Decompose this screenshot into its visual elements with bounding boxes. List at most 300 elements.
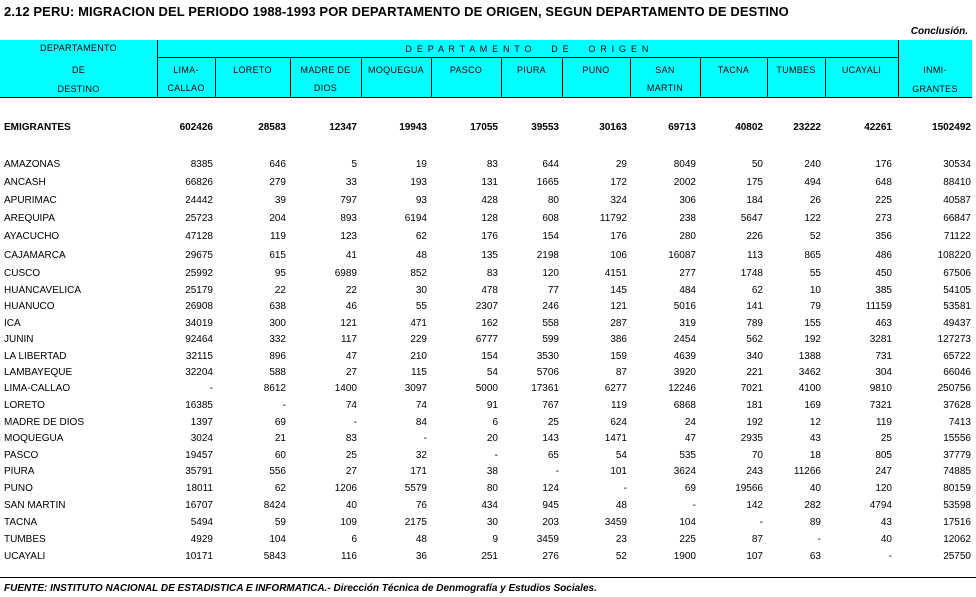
row-value-cell: 11159 <box>865 301 892 312</box>
row-value-cell: 624 <box>610 417 627 428</box>
row-value-cell: - <box>888 551 892 562</box>
row-department-name: ICA <box>4 318 21 329</box>
row-value-cell: 106 <box>610 250 627 261</box>
row-value-cell: 41 <box>345 250 357 261</box>
row-value-cell: 181 <box>746 400 763 411</box>
row-value-cell: 11792 <box>599 213 627 224</box>
table-row <box>0 417 976 432</box>
row-value-cell: 494 <box>804 177 821 188</box>
row-value-cell: 340 <box>746 351 763 362</box>
emigrantes-value: 23222 <box>793 122 821 133</box>
row-value-cell: 32115 <box>185 351 213 362</box>
row-value-cell: 319 <box>679 318 696 329</box>
row-value-cell: 193 <box>410 177 427 188</box>
header-grid-line <box>562 57 563 98</box>
row-value-cell: 43 <box>809 433 821 444</box>
row-value-cell: 221 <box>746 367 763 378</box>
row-department-name: LORETO <box>4 400 45 411</box>
row-value-cell: 128 <box>481 213 498 224</box>
header-origen-column <box>825 57 898 98</box>
row-value-cell: 71122 <box>943 231 971 242</box>
row-value-cell: 562 <box>746 334 763 345</box>
table-row <box>0 433 976 448</box>
row-value-cell: 77 <box>547 285 559 296</box>
row-value-cell: 74 <box>345 400 357 411</box>
row-value-cell: 3097 <box>404 383 427 394</box>
table-header <box>0 40 976 98</box>
row-value-cell: 1900 <box>673 551 696 562</box>
conclusion-note: Conclusión. <box>910 26 968 37</box>
row-value-cell: 12246 <box>668 383 696 394</box>
row-value-cell: 324 <box>610 195 627 206</box>
row-value-cell: 65 <box>547 450 559 461</box>
header-destino-line: DESTINO <box>57 84 100 94</box>
row-value-cell: 116 <box>341 551 357 562</box>
row-value-cell: 69 <box>274 417 286 428</box>
row-value-cell: 79 <box>809 301 821 312</box>
header-grid-line <box>215 57 216 98</box>
row-value-cell: 608 <box>542 213 559 224</box>
row-value-cell: 25 <box>345 450 357 461</box>
row-value-cell: 36 <box>415 551 427 562</box>
row-department-name: AREQUIPA <box>4 213 55 224</box>
header-grid-line <box>501 57 502 98</box>
row-value-cell: 17516 <box>943 517 971 528</box>
row-value-cell: - <box>623 483 627 494</box>
row-value-cell: 731 <box>875 351 892 362</box>
row-value-cell: 60 <box>274 450 286 461</box>
row-value-cell: 204 <box>269 213 286 224</box>
row-value-cell: 11266 <box>793 466 821 477</box>
row-value-cell: 16707 <box>185 500 213 511</box>
row-value-cell: 385 <box>875 285 892 296</box>
row-value-cell: 1397 <box>190 417 213 428</box>
row-value-cell: 117 <box>341 334 357 345</box>
row-value-cell: 27 <box>345 367 357 378</box>
row-value-cell: 646 <box>269 159 286 170</box>
row-value-cell: 2307 <box>475 301 498 312</box>
row-value-cell: 3624 <box>673 466 696 477</box>
row-value-cell: 80 <box>486 483 498 494</box>
table-row <box>0 250 976 265</box>
table-row <box>0 400 976 415</box>
row-value-cell: 5016 <box>673 301 696 312</box>
row-department-name: PASCO <box>4 450 39 461</box>
row-value-cell: 40 <box>809 483 821 494</box>
emigrantes-value: 69713 <box>668 122 696 133</box>
header-column-label: LORETO <box>233 65 272 75</box>
row-value-cell: 30 <box>486 517 498 528</box>
row-department-name: CAJAMARCA <box>4 250 66 261</box>
row-value-cell: 247 <box>875 466 892 477</box>
header-column-label: DIOS <box>313 83 338 93</box>
row-value-cell: 6989 <box>334 268 357 279</box>
row-value-cell: 33 <box>345 177 357 188</box>
emigrantes-value: 19943 <box>399 122 427 133</box>
row-value-cell: - <box>817 534 821 545</box>
row-value-cell: 5 <box>351 159 357 170</box>
row-value-cell: 16087 <box>668 250 696 261</box>
row-value-cell: 83 <box>345 433 357 444</box>
row-value-cell: 48 <box>415 250 427 261</box>
row-department-name: PIURA <box>4 466 35 477</box>
row-value-cell: 27 <box>345 466 357 477</box>
header-origen-banner <box>157 40 898 57</box>
row-value-cell: 47 <box>684 433 696 444</box>
row-value-cell: 25 <box>547 417 559 428</box>
row-value-cell: 238 <box>679 213 696 224</box>
row-value-cell: 1400 <box>334 383 357 394</box>
row-value-cell: 1665 <box>536 177 559 188</box>
row-value-cell: 38 <box>486 466 498 477</box>
row-value-cell: 478 <box>481 285 498 296</box>
row-value-cell: 37779 <box>943 450 971 461</box>
header-origen-column <box>431 57 501 98</box>
row-value-cell: 32204 <box>185 367 213 378</box>
row-value-cell: 21 <box>274 433 286 444</box>
row-value-cell: 1388 <box>798 351 821 362</box>
row-department-name: LAMBAYEQUE <box>4 367 73 378</box>
row-value-cell: 122 <box>804 213 821 224</box>
header-grid-line <box>825 57 826 98</box>
row-value-cell: 32 <box>415 450 427 461</box>
table-row <box>0 318 976 333</box>
row-department-name: ANCASH <box>4 177 46 188</box>
row-value-cell: 104 <box>269 534 286 545</box>
row-value-cell: 52 <box>809 231 821 242</box>
table-row <box>0 383 976 398</box>
header-grid-line <box>431 57 432 98</box>
emigrantes-value: 42261 <box>864 122 892 133</box>
row-value-cell: 74 <box>415 400 427 411</box>
row-value-cell: 8612 <box>263 383 286 394</box>
row-value-cell: - <box>353 417 357 428</box>
row-value-cell: 162 <box>481 318 498 329</box>
emigrantes-label: EMIGRANTES <box>4 122 71 133</box>
row-value-cell: 175 <box>746 177 763 188</box>
row-value-cell: 5494 <box>190 517 213 528</box>
table-row <box>0 500 976 515</box>
row-value-cell: 8385 <box>190 159 213 170</box>
row-value-cell: 155 <box>804 318 821 329</box>
header-grid-line <box>767 57 768 98</box>
row-value-cell: 789 <box>746 318 763 329</box>
row-value-cell: 49437 <box>943 318 971 329</box>
row-value-cell: 332 <box>269 334 286 345</box>
row-value-cell: - <box>692 500 696 511</box>
row-value-cell: 24 <box>684 417 696 428</box>
row-value-cell: 243 <box>746 466 763 477</box>
header-grid-line <box>700 57 701 98</box>
row-value-cell: 66826 <box>185 177 213 188</box>
header-origen-column <box>767 57 825 98</box>
row-value-cell: 154 <box>481 351 498 362</box>
emigrantes-value: 39553 <box>531 122 559 133</box>
row-value-cell: 15556 <box>943 433 971 444</box>
row-department-name: SAN MARTIN <box>4 500 66 511</box>
emigrantes-value: 30163 <box>599 122 627 133</box>
row-value-cell: 142 <box>746 500 763 511</box>
row-department-name: TACNA <box>4 517 38 528</box>
row-value-cell: 19566 <box>735 483 763 494</box>
row-value-cell: 2454 <box>673 334 696 345</box>
row-value-cell: 120 <box>542 268 559 279</box>
row-value-cell: 76 <box>415 500 427 511</box>
row-value-cell: 70 <box>751 450 763 461</box>
row-value-cell: 638 <box>269 301 286 312</box>
table-row <box>0 450 976 465</box>
row-value-cell: - <box>555 466 559 477</box>
header-inmigrantes-line: GRANTES <box>912 84 958 94</box>
row-value-cell: 63 <box>809 551 821 562</box>
row-value-cell: 66046 <box>943 367 971 378</box>
header-column-label: LIMA- <box>173 65 199 75</box>
row-value-cell: 18 <box>809 450 821 461</box>
row-value-cell: 119 <box>876 417 892 428</box>
row-value-cell: 123 <box>340 231 357 242</box>
header-origen-column <box>630 57 700 98</box>
row-value-cell: 47128 <box>185 231 213 242</box>
header-column-label: PUNO <box>582 65 610 75</box>
header-origen-column <box>501 57 562 98</box>
table-row <box>0 301 976 316</box>
header-column-label: CALLAO <box>167 83 205 93</box>
emigrantes-value: 28583 <box>258 122 286 133</box>
row-value-cell: 306 <box>679 195 696 206</box>
row-value-cell: 428 <box>481 195 498 206</box>
row-value-cell: 53581 <box>943 301 971 312</box>
row-value-cell: 3530 <box>536 351 559 362</box>
row-value-cell: 67506 <box>943 268 971 279</box>
row-value-cell: 599 <box>542 334 559 345</box>
row-department-name: JUNIN <box>4 334 34 345</box>
row-value-cell: 240 <box>804 159 821 170</box>
row-value-cell: 25750 <box>943 551 971 562</box>
row-department-name: HUANUCO <box>4 301 55 312</box>
row-value-cell: 135 <box>481 250 498 261</box>
row-value-cell: 29675 <box>185 250 213 261</box>
row-value-cell: 89 <box>809 517 821 528</box>
row-value-cell: 2198 <box>536 250 559 261</box>
row-value-cell: 108220 <box>937 250 971 261</box>
emigrantes-value: 40802 <box>735 122 763 133</box>
emigrantes-value: 12347 <box>329 122 357 133</box>
row-value-cell: 1748 <box>740 268 763 279</box>
row-value-cell: 171 <box>410 466 427 477</box>
row-value-cell: 6 <box>492 417 498 428</box>
row-value-cell: 6277 <box>604 383 627 394</box>
row-value-cell: 43 <box>880 517 892 528</box>
row-value-cell: 797 <box>340 195 357 206</box>
row-value-cell: 250756 <box>937 383 971 394</box>
row-value-cell: 225 <box>875 195 892 206</box>
origen-banner-text: D E P A R T A M E N T O D E O R I G E N <box>405 44 650 54</box>
table-row <box>0 367 976 382</box>
row-value-cell: 30 <box>415 285 427 296</box>
row-value-cell: 304 <box>875 367 892 378</box>
row-value-cell: 4639 <box>673 351 696 362</box>
row-value-cell: 805 <box>875 450 892 461</box>
table-row <box>0 231 976 246</box>
row-value-cell: 12062 <box>943 534 971 545</box>
row-value-cell: 277 <box>679 268 696 279</box>
row-value-cell: 10171 <box>185 551 213 562</box>
row-value-cell: 107 <box>746 551 763 562</box>
header-inmigrantes <box>898 40 972 98</box>
row-value-cell: 463 <box>875 318 892 329</box>
row-value-cell: 5000 <box>475 383 498 394</box>
row-value-cell: 896 <box>269 351 286 362</box>
row-value-cell: 356 <box>875 231 892 242</box>
row-value-cell: 615 <box>269 250 286 261</box>
table-row <box>0 466 976 481</box>
row-value-cell: 386 <box>610 334 627 345</box>
row-value-cell: 25992 <box>185 268 213 279</box>
emigrantes-value: 17055 <box>470 122 498 133</box>
row-value-cell: 84 <box>415 417 427 428</box>
row-value-cell: 80159 <box>943 483 971 494</box>
header-column-label: UCAYALI <box>841 65 882 75</box>
row-value-cell: 40 <box>345 500 357 511</box>
row-department-name: APURIMAC <box>4 195 57 206</box>
row-value-cell: 143 <box>542 433 559 444</box>
row-value-cell: 2175 <box>404 517 427 528</box>
table-row <box>0 351 976 366</box>
row-value-cell: 10 <box>809 285 821 296</box>
row-value-cell: 893 <box>340 213 357 224</box>
row-value-cell: 3459 <box>604 517 627 528</box>
header-grid-line <box>361 57 362 98</box>
row-value-cell: 287 <box>610 318 627 329</box>
header-origen-column <box>157 57 215 98</box>
row-value-cell: 644 <box>542 159 559 170</box>
row-department-name: UCAYALI <box>4 551 46 562</box>
table-row <box>0 268 976 283</box>
row-value-cell: 87 <box>615 367 627 378</box>
row-value-cell: 54 <box>486 367 498 378</box>
row-value-cell: 46 <box>345 301 357 312</box>
row-value-cell: 852 <box>410 268 427 279</box>
row-value-cell: 7321 <box>869 400 892 411</box>
row-value-cell: 300 <box>269 318 286 329</box>
row-value-cell: 251 <box>481 551 498 562</box>
row-value-cell: 88410 <box>943 177 971 188</box>
row-department-name: TUMBES <box>4 534 46 545</box>
header-column-label: MADRE DE <box>300 65 351 75</box>
table-row <box>0 177 976 192</box>
row-value-cell: 535 <box>679 450 696 461</box>
row-value-cell: 273 <box>875 213 892 224</box>
row-value-cell: 50 <box>751 159 763 170</box>
row-value-cell: 22 <box>274 285 286 296</box>
row-value-cell: 62 <box>274 483 286 494</box>
row-value-cell: 4929 <box>190 534 213 545</box>
row-value-cell: 124 <box>542 483 559 494</box>
row-value-cell: 588 <box>269 367 286 378</box>
header-destino-line: DE <box>71 65 86 75</box>
row-value-cell: 229 <box>410 334 427 345</box>
row-value-cell: 6868 <box>673 400 696 411</box>
row-value-cell: 48 <box>615 500 627 511</box>
row-value-cell: 192 <box>804 334 821 345</box>
row-value-cell: 145 <box>610 285 627 296</box>
row-value-cell: 154 <box>542 231 559 242</box>
row-value-cell: 66847 <box>943 213 971 224</box>
row-value-cell: 101 <box>610 466 627 477</box>
header-origen-column <box>700 57 767 98</box>
row-value-cell: 24442 <box>185 195 213 206</box>
row-value-cell: 6 <box>351 534 357 545</box>
row-value-cell: 40587 <box>943 195 971 206</box>
row-value-cell: - <box>209 383 213 394</box>
header-column-label: PASCO <box>449 65 483 75</box>
header-origen-column <box>361 57 431 98</box>
row-value-cell: 47 <box>345 351 357 362</box>
row-value-cell: 176 <box>481 231 498 242</box>
row-department-name: PUNO <box>4 483 33 494</box>
row-value-cell: 22 <box>345 285 357 296</box>
row-value-cell: 25179 <box>185 285 213 296</box>
header-grid-line <box>290 57 291 98</box>
row-value-cell: 3024 <box>190 433 213 444</box>
header-grid-line <box>157 57 898 58</box>
row-value-cell: 945 <box>542 500 559 511</box>
row-value-cell: 280 <box>679 231 696 242</box>
row-value-cell: 104 <box>679 517 696 528</box>
row-value-cell: 5647 <box>740 213 763 224</box>
row-department-name: LA LIBERTAD <box>4 351 67 362</box>
row-value-cell: 87 <box>751 534 763 545</box>
footer-divider <box>0 577 976 578</box>
row-value-cell: 8049 <box>673 159 696 170</box>
row-value-cell: 83 <box>486 159 498 170</box>
row-value-cell: 192 <box>746 417 763 428</box>
row-value-cell: 83 <box>486 268 498 279</box>
row-value-cell: 141 <box>746 301 763 312</box>
row-value-cell: 119 <box>611 400 627 411</box>
table-row <box>0 195 976 210</box>
header-grid-line <box>898 40 899 98</box>
table-title: 2.12 PERU: MIGRACION DEL PERIODO 1988-1993 POR DEPARTAMENTO DE ORIGEN, SEGUN DEPARTAMENTO DE DESTINO <box>4 4 789 19</box>
table-row <box>0 159 976 174</box>
table-row <box>0 334 976 349</box>
row-value-cell: 203 <box>542 517 559 528</box>
row-value-cell: 3462 <box>798 367 821 378</box>
table-row <box>0 534 976 549</box>
row-value-cell: 30534 <box>943 159 971 170</box>
row-value-cell: 282 <box>804 500 821 511</box>
header-origen-column <box>215 57 290 98</box>
row-value-cell: 121 <box>610 301 627 312</box>
row-value-cell: 92464 <box>185 334 213 345</box>
row-value-cell: 113 <box>747 250 763 261</box>
row-value-cell: 39 <box>274 195 286 206</box>
row-value-cell: 119 <box>270 231 286 242</box>
row-value-cell: 434 <box>481 500 498 511</box>
header-destino-line: DEPARTAMENTO <box>40 43 117 53</box>
row-value-cell: 93 <box>415 195 427 206</box>
row-value-cell: 25723 <box>185 213 213 224</box>
row-value-cell: 23 <box>615 534 627 545</box>
row-value-cell: 18011 <box>185 483 213 494</box>
row-value-cell: 2002 <box>673 177 696 188</box>
row-value-cell: 74885 <box>943 466 971 477</box>
row-value-cell: 19457 <box>185 450 213 461</box>
row-value-cell: 4794 <box>869 500 892 511</box>
row-value-cell: 279 <box>269 177 286 188</box>
row-value-cell: 17361 <box>531 383 559 394</box>
row-value-cell: 40 <box>880 534 892 545</box>
